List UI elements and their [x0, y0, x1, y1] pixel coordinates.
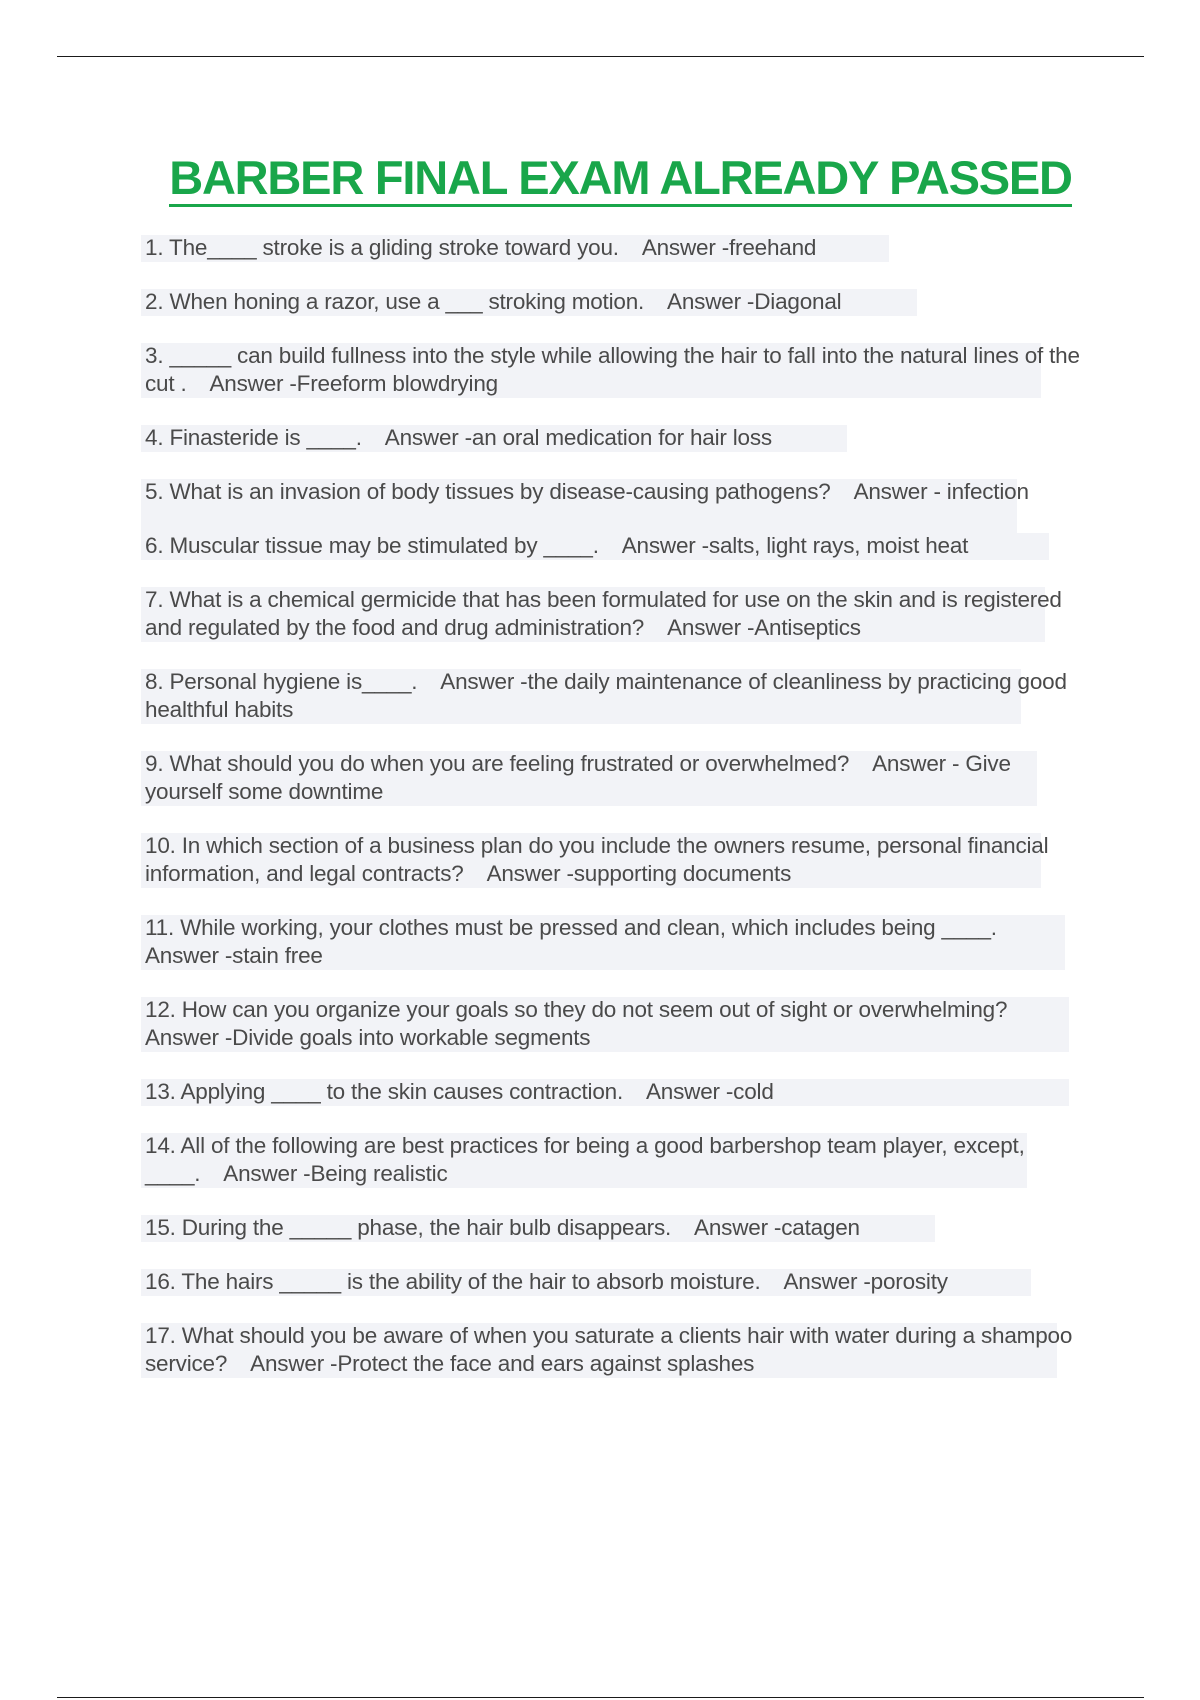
qa-text: [145, 996, 1085, 1052]
header-rule: [57, 56, 1144, 57]
qa-number: 12.: [145, 997, 176, 1022]
qa-text: [145, 342, 1085, 398]
qa-answer: Answer -the daily maintenance of cleanliness by practicing good healthful habits: [145, 669, 1067, 722]
qa-number: 9.: [145, 751, 164, 776]
qa-question: In which section of a business plan do you include the owners resume, personal financial information, and legal contracts?: [145, 833, 1049, 886]
qa-text: [145, 234, 1085, 262]
qa-question: Applying ____ to the skin causes contraction.: [180, 1079, 624, 1104]
qa-answer: Answer - Give yourself some downtime: [145, 751, 1011, 804]
qa-text: [145, 478, 1085, 506]
qa-question: What should you do when you are feeling frustrated or overwhelmed?: [169, 751, 850, 776]
qa-number: 16.: [145, 1269, 176, 1294]
qa-answer: Answer -freehand: [641, 235, 817, 260]
qa-text: [145, 1078, 1085, 1106]
footer-rule: [57, 1697, 1144, 1698]
qa-question: What is a chemical germicide that has been formulated for use on the skin and is registered and regulated by the food and drug administration?: [145, 587, 1062, 640]
qa-number: 8.: [145, 669, 164, 694]
qa-number: 6.: [145, 533, 164, 558]
qa-item: [145, 668, 1085, 724]
qa-text: [145, 1132, 1085, 1188]
qa-question: Personal hygiene is____.: [169, 669, 418, 694]
qa-item: [145, 1268, 1085, 1296]
qa-item: [145, 1214, 1085, 1242]
qa-text: [145, 1214, 1085, 1242]
qa-question: All of the following are best practices for being a good barbershop team player, except, ____.: [145, 1133, 1025, 1186]
qa-number: 14.: [145, 1133, 176, 1158]
qa-number: 11.: [145, 915, 175, 940]
qa-item: [145, 996, 1085, 1052]
qa-question: The hairs _____ is the ability of the hair to absorb moisture.: [181, 1269, 761, 1294]
qa-item: [145, 750, 1085, 806]
qa-number: 15.: [145, 1215, 176, 1240]
qa-text: [145, 750, 1085, 806]
qa-text: [145, 424, 1085, 452]
qa-question: How can you organize your goals so they do not seem out of sight or overwhelming?: [181, 997, 1008, 1022]
qa-answer: Answer -Diagonal: [667, 289, 842, 314]
qa-answer: Answer -stain free: [145, 943, 323, 968]
qa-question: What is an invasion of body tissues by disease-causing pathogens?: [169, 479, 831, 504]
document-title: [0, 152, 1200, 207]
qa-question: During the _____ phase, the hair bulb disappears.: [181, 1215, 672, 1240]
qa-item: [145, 478, 1085, 506]
qa-text: [145, 1268, 1085, 1296]
qa-answer: Answer - infection: [853, 479, 1029, 504]
qa-item: [145, 1078, 1085, 1106]
qa-item: [145, 1322, 1085, 1378]
qa-answer: Answer -cold: [646, 1079, 774, 1104]
qa-answer: Answer -Freeform blowdrying: [209, 371, 498, 396]
qa-number: 5.: [145, 479, 164, 504]
qa-question: Finasteride is ____.: [169, 425, 362, 450]
qa-text: [145, 586, 1085, 642]
qa-question: Muscular tissue may be stimulated by ____.: [169, 533, 599, 558]
qa-answer: Answer -Divide goals into workable segments: [145, 1025, 591, 1050]
qa-item: [145, 832, 1085, 888]
qa-text: [145, 914, 1085, 970]
qa-number: 7.: [145, 587, 164, 612]
qa-text: [145, 1322, 1085, 1378]
qa-answer: Answer -porosity: [783, 1269, 948, 1294]
qa-item: [145, 532, 1085, 560]
qa-number: 4.: [145, 425, 164, 450]
qa-number: 10.: [145, 833, 176, 858]
qa-answer: Answer -an oral medication for hair loss: [384, 425, 772, 450]
qa-number: 3.: [145, 343, 164, 368]
qa-answer: Answer -Protect the face and ears against splashes: [250, 1351, 755, 1376]
qa-question: The____ stroke is a gliding stroke toward you.: [169, 235, 619, 260]
qa-answer: Answer -salts, light rays, moist heat: [621, 533, 969, 558]
qa-answer: Answer -supporting documents: [486, 861, 792, 886]
qa-text: [145, 532, 1085, 560]
qa-number: 2.: [145, 289, 164, 314]
qa-answer: Answer -Being realistic: [223, 1161, 448, 1186]
qa-item: [145, 1132, 1085, 1188]
qa-item: [145, 424, 1085, 452]
qa-number: 1.: [145, 235, 164, 260]
document-title-text: BARBER FINAL EXAM ALREADY PASSED: [169, 152, 1072, 207]
qa-text: [145, 832, 1085, 888]
qa-number: 17.: [145, 1323, 176, 1348]
qa-item: [145, 288, 1085, 316]
qa-item: [145, 586, 1085, 642]
qa-question: What should you be aware of when you saturate a clients hair with water during a shampoo service?: [145, 1323, 1073, 1376]
qa-answer: Answer -Antiseptics: [667, 615, 861, 640]
qa-list: [145, 234, 1085, 1404]
qa-question: While working, your clothes must be pressed and clean, which includes being ____.: [180, 915, 997, 940]
qa-item: [145, 914, 1085, 970]
qa-item: [145, 234, 1085, 262]
qa-item: [145, 342, 1085, 398]
qa-question: When honing a razor, use a ___ stroking motion.: [169, 289, 645, 314]
qa-text: [145, 288, 1085, 316]
qa-number: 13.: [145, 1079, 176, 1104]
qa-question: _____ can build fullness into the style while allowing the hair to fall into the natural lines of the cut .: [145, 343, 1080, 396]
qa-text: [145, 668, 1085, 724]
qa-answer: Answer -catagen: [694, 1215, 860, 1240]
